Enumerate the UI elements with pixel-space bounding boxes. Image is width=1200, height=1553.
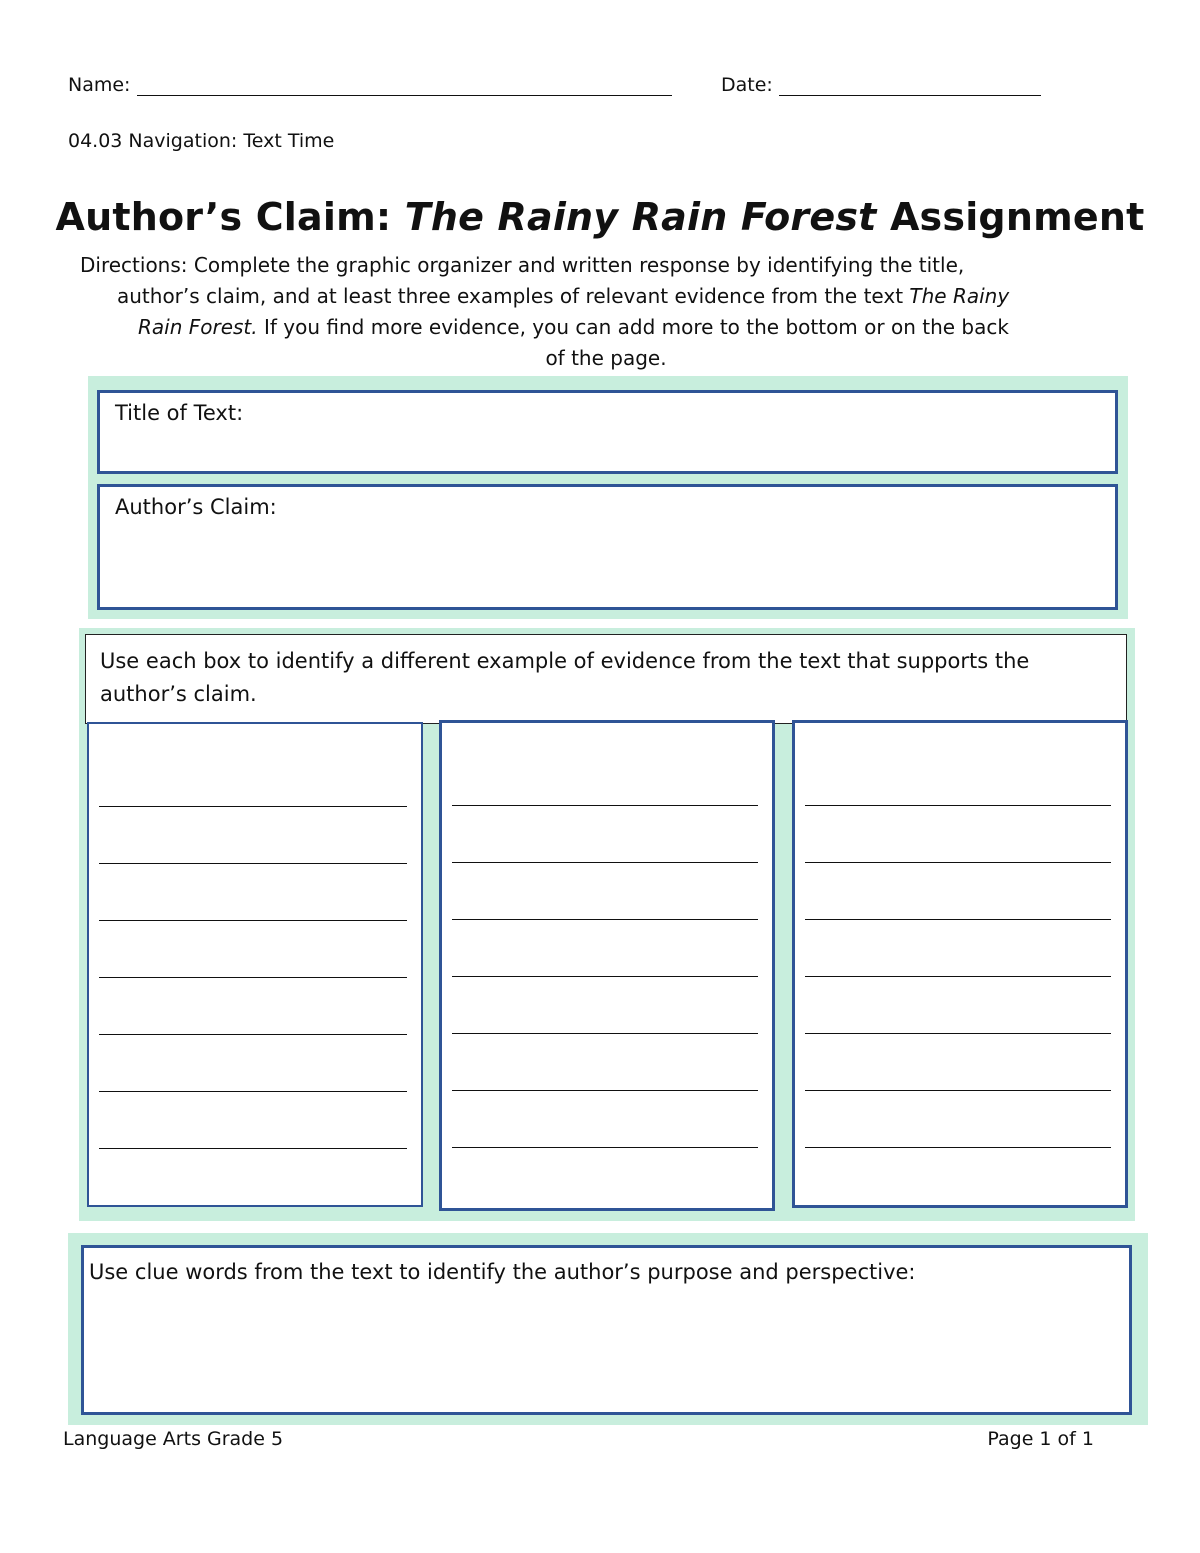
evidence-3-line[interactable] bbox=[805, 1033, 1111, 1034]
directions-line-2-text: author’s claim, and at least three examples of relevant evidence from the text bbox=[117, 284, 910, 308]
directions-line-3 bbox=[80, 312, 1120, 343]
evidence-2-line[interactable] bbox=[452, 1033, 758, 1034]
name-label: Name: bbox=[68, 74, 131, 96]
directions-line-3-italic: Rain Forest. bbox=[138, 315, 258, 339]
title-claim-panel bbox=[88, 376, 1128, 619]
evidence-3-line[interactable] bbox=[805, 862, 1111, 863]
evidence-1-line[interactable] bbox=[99, 863, 407, 864]
evidence-1-line[interactable] bbox=[99, 1091, 407, 1092]
unit-title: 04.03 Navigation: Text Time bbox=[68, 130, 335, 152]
evidence-1-line[interactable] bbox=[99, 920, 407, 921]
purpose-prompt: Use clue words from the text to identify the author’s purpose and perspective: bbox=[89, 1260, 916, 1284]
evidence-3-line[interactable] bbox=[805, 1090, 1111, 1091]
footer-course: Language Arts Grade 5 bbox=[63, 1428, 284, 1450]
evidence-3-line[interactable] bbox=[805, 805, 1111, 806]
evidence-prompt-box bbox=[85, 634, 1127, 724]
evidence-3-line[interactable] bbox=[805, 976, 1111, 977]
directions-line-1: Directions: Complete the graphic organizer and written response by identifying the title, bbox=[80, 253, 965, 277]
title-of-text-box[interactable] bbox=[97, 390, 1118, 474]
evidence-1-line[interactable] bbox=[99, 1034, 407, 1035]
title-prefix: Author’s Claim: bbox=[55, 195, 405, 239]
evidence-1-line[interactable] bbox=[99, 977, 407, 978]
date-label: Date: bbox=[721, 74, 773, 96]
directions-line-2-italic: The Rainy bbox=[909, 284, 1010, 308]
evidence-box-1[interactable] bbox=[87, 722, 423, 1207]
evidence-2-line[interactable] bbox=[452, 976, 758, 977]
evidence-2-line[interactable] bbox=[452, 862, 758, 863]
evidence-panel bbox=[79, 628, 1135, 1221]
evidence-2-line[interactable] bbox=[452, 1147, 758, 1148]
purpose-panel bbox=[68, 1233, 1148, 1425]
name-field bbox=[68, 74, 672, 96]
evidence-prompt: Use each box to identify a different example of evidence from the text that supports the author’s claim. bbox=[100, 649, 1030, 706]
page-title bbox=[0, 195, 1200, 239]
authors-claim-label: Author’s Claim: bbox=[115, 495, 277, 519]
purpose-box[interactable] bbox=[81, 1245, 1132, 1415]
evidence-box-3[interactable] bbox=[792, 720, 1128, 1208]
title-italic: The Rainy Rain Forest bbox=[404, 195, 877, 239]
evidence-3-line[interactable] bbox=[805, 919, 1111, 920]
name-input-line[interactable] bbox=[137, 75, 672, 96]
evidence-1-line[interactable] bbox=[99, 806, 407, 807]
evidence-box-2[interactable] bbox=[439, 720, 775, 1211]
evidence-3-line[interactable] bbox=[805, 1147, 1111, 1148]
directions-line-2 bbox=[80, 281, 1120, 312]
directions-line-3-text: If you find more evidence, you can add more to the bottom or on the back bbox=[257, 315, 1009, 339]
title-of-text-label: Title of Text: bbox=[115, 401, 244, 425]
evidence-2-line[interactable] bbox=[452, 805, 758, 806]
title-suffix: Assignment bbox=[876, 195, 1145, 239]
evidence-2-line[interactable] bbox=[452, 919, 758, 920]
footer-page-number: Page 1 of 1 bbox=[987, 1428, 1094, 1450]
authors-claim-box[interactable] bbox=[97, 484, 1118, 610]
directions bbox=[80, 250, 1120, 374]
date-input-line[interactable] bbox=[779, 75, 1041, 96]
evidence-2-line[interactable] bbox=[452, 1090, 758, 1091]
evidence-1-line[interactable] bbox=[99, 1148, 407, 1149]
directions-line-4: of the page. bbox=[545, 346, 667, 370]
date-field bbox=[721, 74, 1041, 96]
